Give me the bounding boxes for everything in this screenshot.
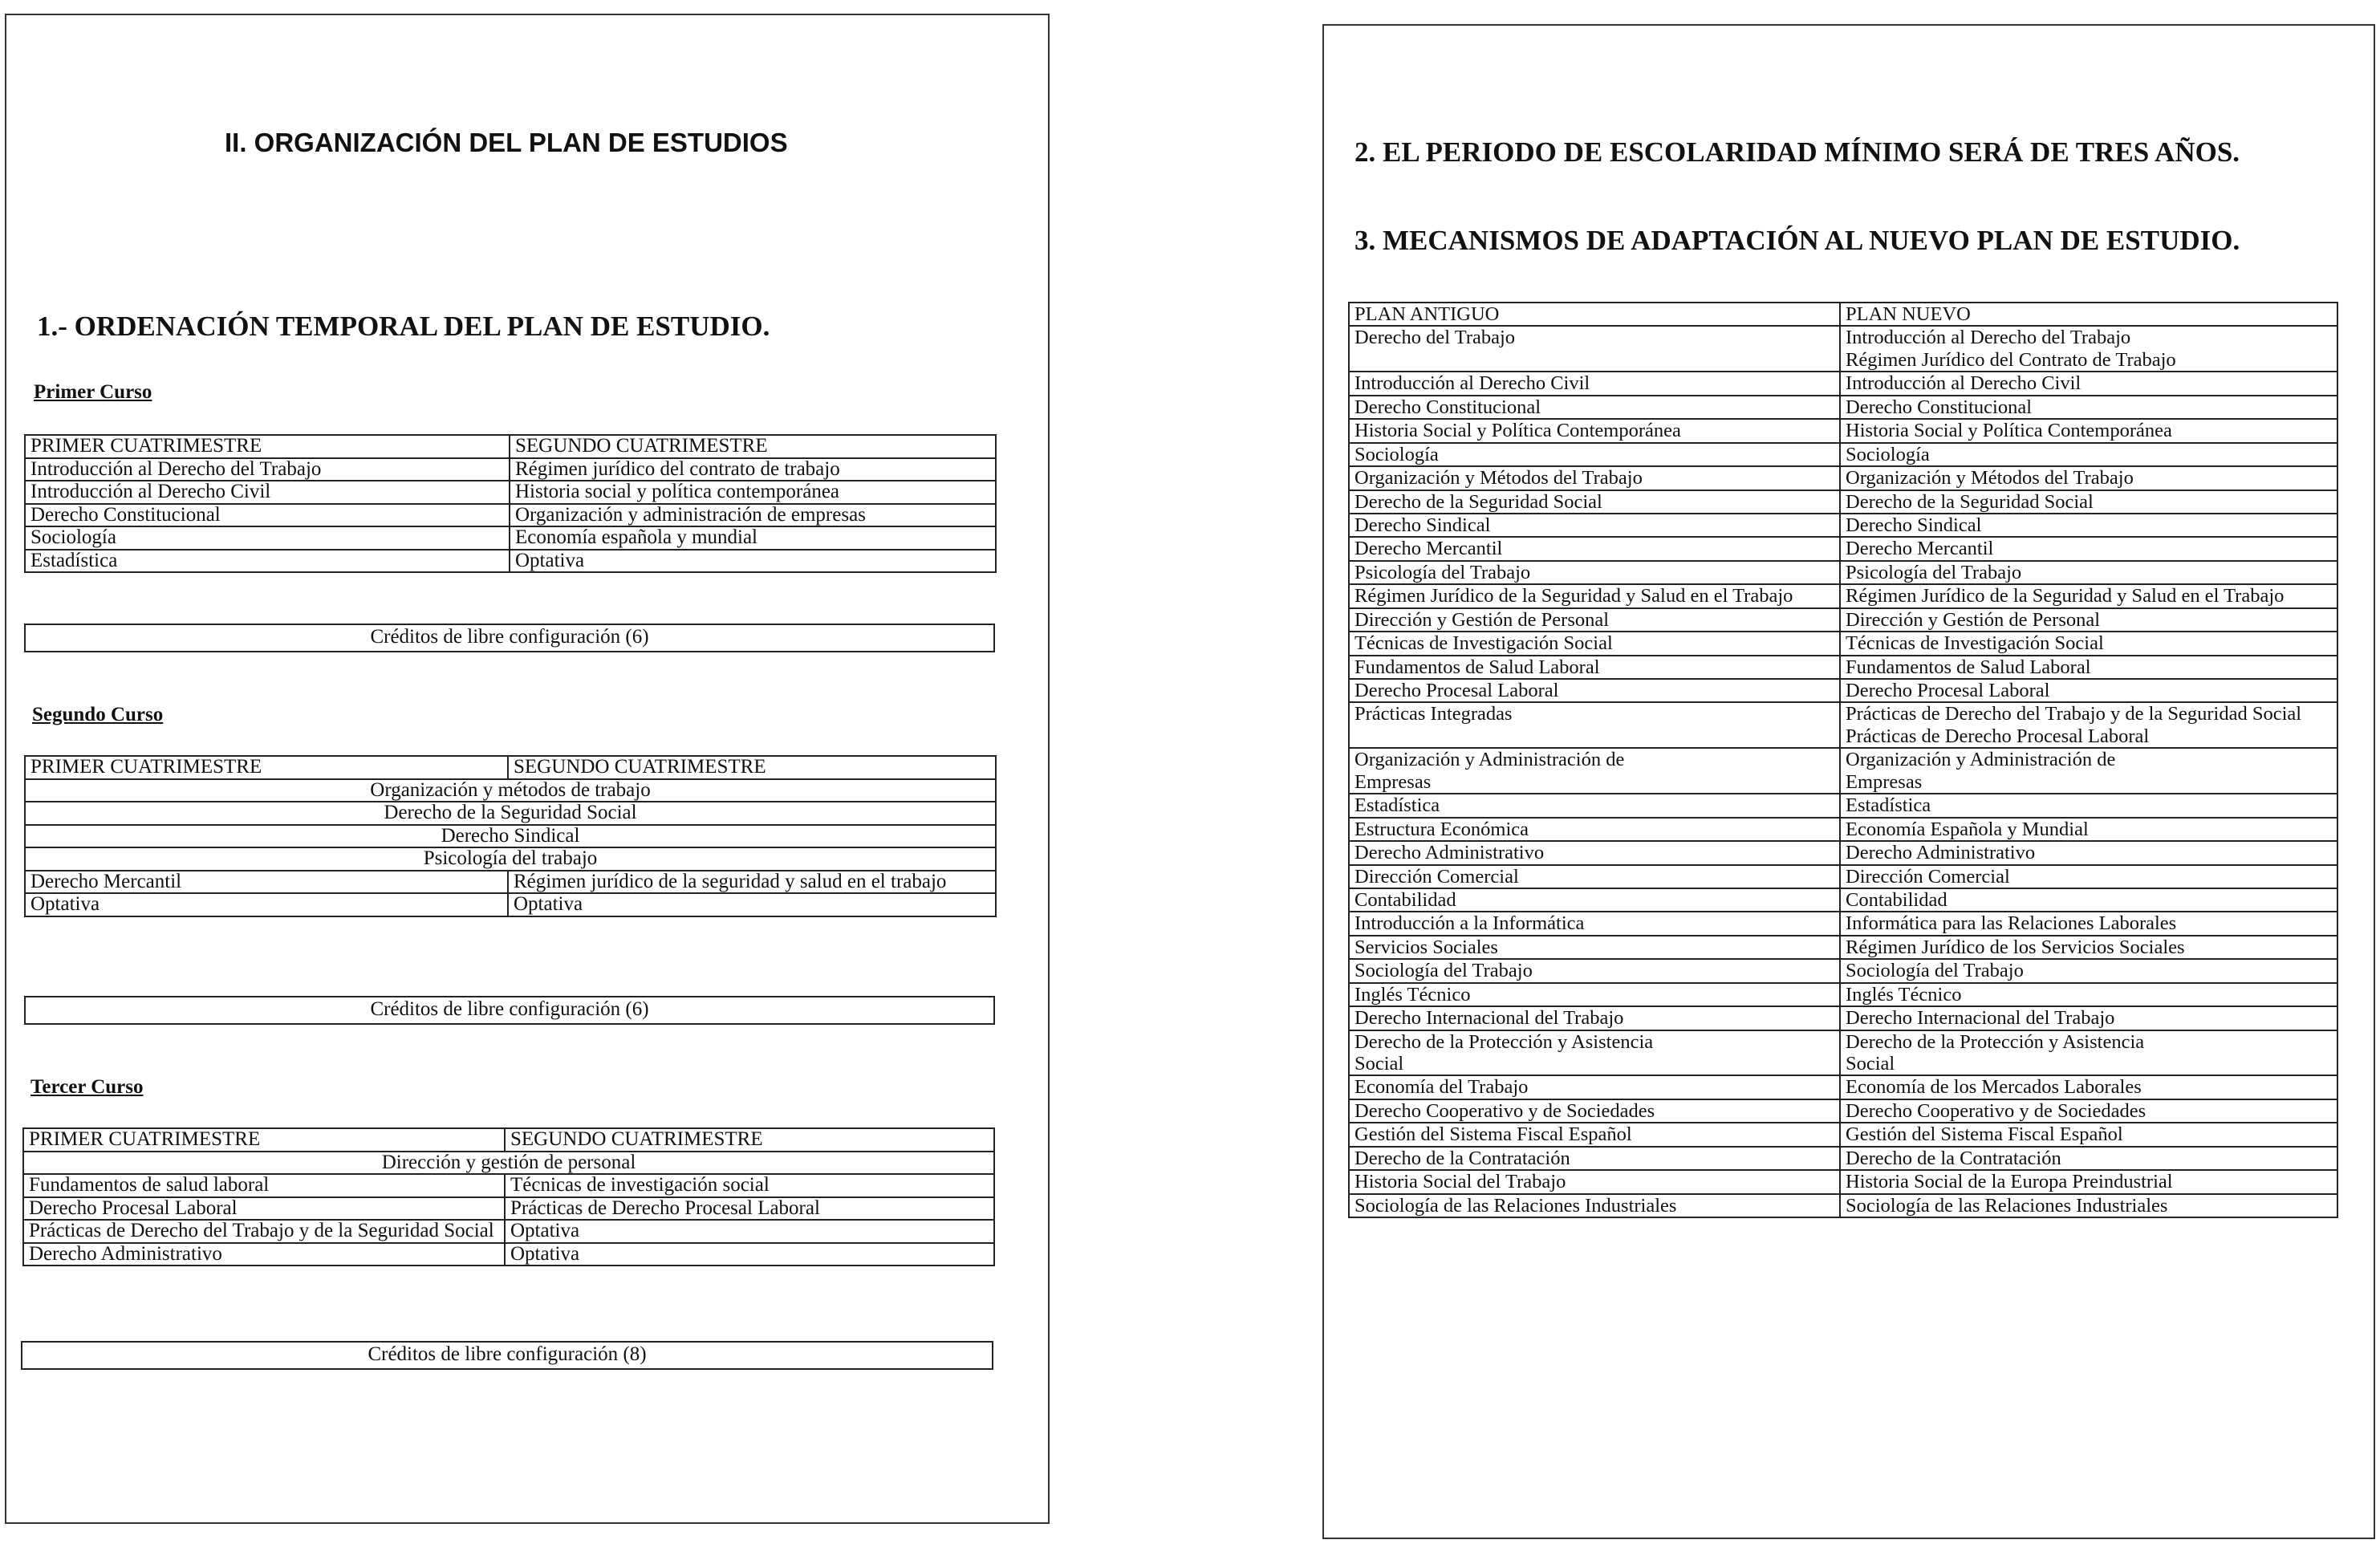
header-segundo-cuatrimestre: SEGUNDO CUATRIMESTRE — [510, 435, 996, 458]
credits-box-primer: Créditos de libre configuración (6) — [24, 624, 995, 652]
table-row — [23, 1243, 994, 1266]
table-row — [1349, 1147, 2337, 1170]
table-row — [1349, 1006, 2337, 1030]
plan-antiguo-cell: Organización y Administración de Empresas — [1349, 748, 1840, 794]
header-segundo-cuatrimestre: SEGUNDO CUATRIMESTRE — [508, 756, 996, 779]
table-row — [1349, 841, 2337, 864]
table-cell: Derecho Administrativo — [23, 1243, 505, 1266]
table-row — [25, 526, 996, 550]
course-label-primer: Primer Curso — [34, 381, 152, 403]
table-row — [1349, 679, 2337, 702]
table-row — [1349, 443, 2337, 466]
plan-nuevo-cell: Prácticas de Derecho del Trabajo y de la Seguridad Social Prácticas de Derecho Procesal Laboral — [1840, 702, 2337, 748]
plan-nuevo-cell: Sociología del Trabajo — [1840, 959, 2337, 982]
credits-box-tercer: Créditos de libre configuración (8) — [21, 1341, 993, 1370]
plan-nuevo-cell: Derecho Internacional del Trabajo — [1840, 1006, 2337, 1030]
table-cell: Optativa — [510, 550, 996, 573]
credits-box-segundo: Créditos de libre configuración (6) — [24, 996, 995, 1025]
right-page — [1322, 24, 2375, 1539]
table-cell: Técnicas de investigación social — [505, 1174, 994, 1197]
plan-antiguo-cell: Sociología del Trabajo — [1349, 959, 1840, 982]
header-primer-cuatrimestre: PRIMER CUATRIMESTRE — [25, 435, 510, 458]
table-row — [1349, 936, 2337, 959]
plan-antiguo-cell: Derecho Procesal Laboral — [1349, 679, 1840, 702]
table-row — [25, 550, 996, 573]
plan-antiguo-cell: Derecho Sindical — [1349, 514, 1840, 537]
plan-nuevo-cell: Derecho de la Contratación — [1840, 1147, 2337, 1170]
table-row — [25, 481, 996, 504]
table-row — [1349, 1030, 2337, 1076]
table-cell: Optativa — [25, 893, 508, 916]
table-row — [1349, 490, 2337, 514]
plan-antiguo-cell: Historia Social y Política Contemporánea — [1349, 419, 1840, 442]
header-segundo-cuatrimestre: SEGUNDO CUATRIMESTRE — [505, 1128, 994, 1152]
header-plan-nuevo: PLAN NUEVO — [1840, 303, 2337, 326]
plan-antiguo-cell: Servicios Sociales — [1349, 936, 1840, 959]
plan-antiguo-cell: Derecho del Trabajo — [1349, 326, 1840, 372]
plan-nuevo-cell: Fundamentos de Salud Laboral — [1840, 656, 2337, 679]
table-cell: Prácticas de Derecho Procesal Laboral — [505, 1197, 994, 1221]
table-cell: Economía española y mundial — [510, 526, 996, 550]
plan-antiguo-cell: Introducción a la Informática — [1349, 912, 1840, 935]
table-row — [1349, 396, 2337, 419]
plan-antiguo-cell: Derecho de la Seguridad Social — [1349, 490, 1840, 514]
plan-nuevo-cell: Contabilidad — [1840, 888, 2337, 912]
course-label-segundo: Segundo Curso — [32, 704, 164, 725]
table-row — [1349, 584, 2337, 607]
plan-nuevo-cell: Organización y Métodos del Trabajo — [1840, 466, 2337, 490]
table-row — [1349, 608, 2337, 632]
adaptation-table-body — [1349, 326, 2337, 1217]
table-cell: Fundamentos de salud laboral — [23, 1174, 505, 1197]
table-row — [23, 1220, 994, 1243]
plan-nuevo-cell: Historia Social de la Europa Preindustrial — [1840, 1170, 2337, 1193]
table-row — [1349, 1099, 2337, 1123]
table-cell: Régimen jurídico del contrato de trabajo — [510, 458, 996, 481]
plan-nuevo-cell: Introducción al Derecho Civil — [1840, 372, 2337, 395]
table-cell: Derecho de la Seguridad Social — [25, 802, 996, 825]
plan-nuevo-cell: Derecho de la Seguridad Social — [1840, 490, 2337, 514]
plan-nuevo-cell: Gestión del Sistema Fiscal Español — [1840, 1123, 2337, 1146]
plan-antiguo-cell: Derecho Internacional del Trabajo — [1349, 1006, 1840, 1030]
plan-nuevo-cell: Sociología — [1840, 443, 2337, 466]
header-plan-antiguo: PLAN ANTIGUO — [1349, 303, 1840, 326]
table-row-spanned — [25, 802, 996, 825]
table-cell: Estadística — [25, 550, 510, 573]
table-cell: Régimen jurídico de la seguridad y salud en el trabajo — [508, 871, 996, 894]
plan-nuevo-cell: Informática para las Relaciones Laborales — [1840, 912, 2337, 935]
table-row — [1349, 818, 2337, 841]
table-row — [1349, 372, 2337, 395]
adaptation-table — [1348, 302, 2338, 1218]
table-cell: Derecho Constitucional — [25, 504, 510, 527]
table-header-row — [25, 756, 996, 779]
table-row — [1349, 326, 2337, 372]
plan-antiguo-cell: Sociología de las Relaciones Industriales — [1349, 1194, 1840, 1217]
plan-nuevo-cell: Derecho Sindical — [1840, 514, 2337, 537]
plan-antiguo-cell: Gestión del Sistema Fiscal Español — [1349, 1123, 1840, 1146]
table-row — [1349, 748, 2337, 794]
table-row — [25, 871, 996, 894]
plan-title: II. ORGANIZACIÓN DEL PLAN DE ESTUDIOS — [225, 128, 788, 157]
table-cell: Derecho Sindical — [25, 825, 996, 848]
table-row — [1349, 912, 2337, 935]
table-row-spanned — [25, 847, 996, 871]
plan-nuevo-cell: Régimen Jurídico de los Servicios Sociales — [1840, 936, 2337, 959]
plan-antiguo-cell: Derecho Constitucional — [1349, 396, 1840, 419]
plan-nuevo-cell: Economía Española y Mundial — [1840, 818, 2337, 841]
table-row — [1349, 865, 2337, 888]
plan-antiguo-cell: Derecho Mercantil — [1349, 537, 1840, 560]
plan-nuevo-cell: Dirección Comercial — [1840, 865, 2337, 888]
plan-nuevo-cell: Economía de los Mercados Laborales — [1840, 1075, 2337, 1099]
plan-antiguo-cell: Psicología del Trabajo — [1349, 561, 1840, 584]
section-2-title: 2. EL PERIODO DE ESCOLARIDAD MÍNIMO SERÁ DE TRES AÑOS. — [1354, 136, 2240, 168]
table-cell: Dirección y gestión de personal — [23, 1152, 994, 1175]
plan-nuevo-cell: Derecho de la Protección y Asistencia Social — [1840, 1030, 2337, 1076]
plan-antiguo-cell: Estadística — [1349, 794, 1840, 817]
plan-nuevo-cell: Introducción al Derecho del Trabajo Régimen Jurídico del Contrato de Trabajo — [1840, 326, 2337, 372]
plan-antiguo-cell: Prácticas Integradas — [1349, 702, 1840, 748]
primer-curso-table — [24, 434, 997, 573]
table-row — [1349, 1123, 2337, 1146]
plan-nuevo-cell: Derecho Procesal Laboral — [1840, 679, 2337, 702]
plan-antiguo-cell: Derecho Administrativo — [1349, 841, 1840, 864]
table-row — [1349, 656, 2337, 679]
plan-nuevo-cell: Técnicas de Investigación Social — [1840, 632, 2337, 655]
plan-nuevo-cell: Estadística — [1840, 794, 2337, 817]
plan-nuevo-cell: Régimen Jurídico de la Seguridad y Salud en el Trabajo — [1840, 584, 2337, 607]
table-cell: Historia social y política contemporánea — [510, 481, 996, 504]
table-cell: Introducción al Derecho del Trabajo — [25, 458, 510, 481]
plan-antiguo-cell: Economía del Trabajo — [1349, 1075, 1840, 1099]
segundo-curso-table — [24, 755, 997, 917]
table-row — [1349, 537, 2337, 560]
table-row-spanned — [25, 825, 996, 848]
table-row — [1349, 561, 2337, 584]
plan-antiguo-cell: Estructura Económica — [1349, 818, 1840, 841]
table-row-spanned — [25, 779, 996, 802]
header-primer-cuatrimestre: PRIMER CUATRIMESTRE — [25, 756, 508, 779]
plan-antiguo-cell: Derecho Cooperativo y de Sociedades — [1349, 1099, 1840, 1123]
table-row — [1349, 983, 2337, 1006]
plan-nuevo-cell: Derecho Administrativo — [1840, 841, 2337, 864]
plan-antiguo-cell: Técnicas de Investigación Social — [1349, 632, 1840, 655]
table-cell: Optativa — [505, 1243, 994, 1266]
plan-nuevo-cell: Dirección y Gestión de Personal — [1840, 608, 2337, 632]
table-row — [1349, 1075, 2337, 1099]
table-row — [1349, 514, 2337, 537]
plan-nuevo-cell: Psicología del Trabajo — [1840, 561, 2337, 584]
table-cell: Derecho Procesal Laboral — [23, 1197, 505, 1221]
table-row — [1349, 888, 2337, 912]
plan-nuevo-cell: Inglés Técnico — [1840, 983, 2337, 1006]
table-row — [25, 893, 996, 916]
table-row — [25, 458, 996, 481]
header-primer-cuatrimestre: PRIMER CUATRIMESTRE — [23, 1128, 505, 1152]
plan-antiguo-cell: Dirección y Gestión de Personal — [1349, 608, 1840, 632]
course-label-tercer: Tercer Curso — [30, 1076, 144, 1098]
plan-nuevo-cell: Organización y Administración de Empresas — [1840, 748, 2337, 794]
table-cell: Prácticas de Derecho del Trabajo y de la Seguridad Social — [23, 1220, 505, 1243]
section-3-title: 3. MECANISMOS DE ADAPTACIÓN AL NUEVO PLAN DE ESTUDIO. — [1354, 225, 2240, 256]
plan-antiguo-cell: Introducción al Derecho Civil — [1349, 372, 1840, 395]
plan-antiguo-cell: Inglés Técnico — [1349, 983, 1840, 1006]
table-cell: Sociología — [25, 526, 510, 550]
plan-antiguo-cell: Dirección Comercial — [1349, 865, 1840, 888]
table-cell: Organización y administración de empresas — [510, 504, 996, 527]
plan-antiguo-cell: Organización y Métodos del Trabajo — [1349, 466, 1840, 490]
left-page — [5, 14, 1050, 1524]
table-row-spanned — [23, 1152, 994, 1175]
plan-nuevo-cell: Derecho Constitucional — [1840, 396, 2337, 419]
table-row — [1349, 1194, 2337, 1217]
table-row — [1349, 1170, 2337, 1193]
tercer-curso-table — [22, 1127, 995, 1266]
table-row — [1349, 702, 2337, 748]
table-row — [25, 504, 996, 527]
table-cell: Optativa — [508, 893, 996, 916]
plan-antiguo-cell: Derecho de la Protección y Asistencia Social — [1349, 1030, 1840, 1076]
table-row — [1349, 466, 2337, 490]
plan-antiguo-cell: Sociología — [1349, 443, 1840, 466]
table-cell: Psicología del trabajo — [25, 847, 996, 871]
table-cell: Introducción al Derecho Civil — [25, 481, 510, 504]
table-row — [1349, 632, 2337, 655]
plan-antiguo-cell: Historia Social del Trabajo — [1349, 1170, 1840, 1193]
section-1-title: 1.- ORDENACIÓN TEMPORAL DEL PLAN DE ESTUDIO. — [37, 311, 770, 342]
table-header-row — [1349, 303, 2337, 326]
table-header-row — [25, 435, 996, 458]
table-row — [1349, 959, 2337, 982]
plan-antiguo-cell: Fundamentos de Salud Laboral — [1349, 656, 1840, 679]
table-row — [23, 1197, 994, 1221]
plan-antiguo-cell: Contabilidad — [1349, 888, 1840, 912]
plan-nuevo-cell: Derecho Mercantil — [1840, 537, 2337, 560]
table-row — [1349, 419, 2337, 442]
plan-antiguo-cell: Derecho de la Contratación — [1349, 1147, 1840, 1170]
plan-nuevo-cell: Derecho Cooperativo y de Sociedades — [1840, 1099, 2337, 1123]
plan-nuevo-cell: Sociología de las Relaciones Industriales — [1840, 1194, 2337, 1217]
table-row — [23, 1174, 994, 1197]
table-cell: Optativa — [505, 1220, 994, 1243]
table-cell: Organización y métodos de trabajo — [25, 779, 996, 802]
table-row — [1349, 794, 2337, 817]
table-header-row — [23, 1128, 994, 1152]
plan-nuevo-cell: Historia Social y Política Contemporánea — [1840, 419, 2337, 442]
plan-antiguo-cell: Régimen Jurídico de la Seguridad y Salud en el Trabajo — [1349, 584, 1840, 607]
table-cell: Derecho Mercantil — [25, 871, 508, 894]
